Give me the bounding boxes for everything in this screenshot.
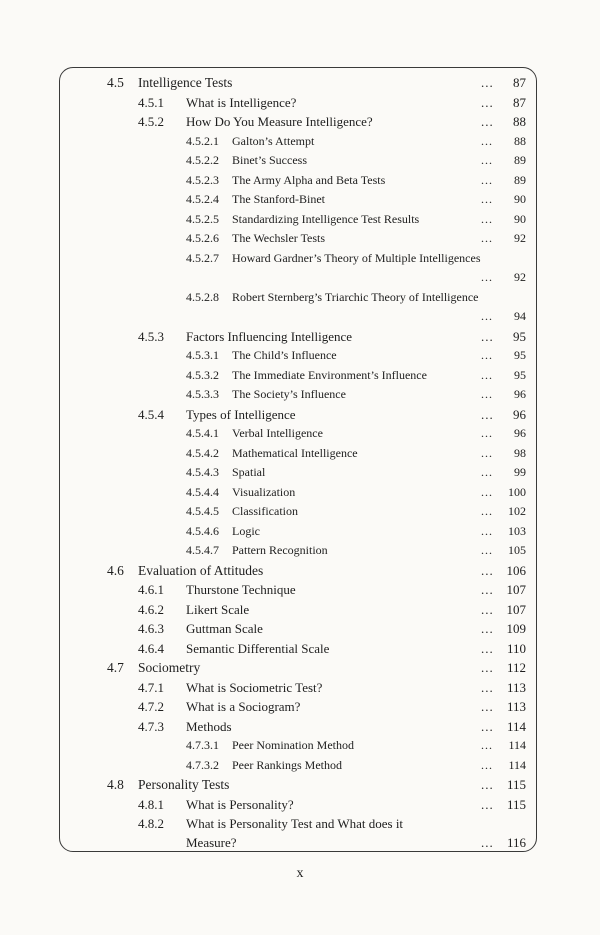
toc-leader-dots: ... bbox=[481, 640, 494, 656]
toc-entry-title: Pattern Recognition bbox=[232, 543, 328, 557]
toc-entry bbox=[0, 229, 600, 249]
toc-entry bbox=[0, 736, 600, 756]
toc-entry-page: 92 bbox=[514, 269, 526, 284]
toc-entry bbox=[0, 541, 600, 561]
toc-entry bbox=[0, 132, 600, 152]
toc-entry-page: 99 bbox=[514, 465, 526, 479]
toc-entry-title: Evaluation of Attitudes bbox=[138, 562, 264, 578]
toc-leader-dots: ... bbox=[481, 153, 493, 167]
toc-entry bbox=[0, 522, 600, 542]
toc-entry bbox=[0, 249, 600, 288]
toc-entry-title: Visualization bbox=[232, 484, 296, 499]
toc-entry-title: Likert Scale bbox=[186, 601, 250, 617]
toc-entry-number: 4.5.4.6 bbox=[186, 523, 219, 538]
toc-entry-title: The Society’s Influence bbox=[232, 387, 346, 401]
toc-entry-page: 96 bbox=[514, 387, 526, 401]
toc-leader-dots: ... bbox=[481, 387, 493, 401]
toc-entry-title: The Immediate Environment’s Influence bbox=[232, 367, 427, 382]
toc-leader-dots: ... bbox=[481, 172, 493, 187]
toc-leader-dots: ... bbox=[481, 718, 494, 734]
toc-entry bbox=[0, 405, 600, 425]
toc-entry bbox=[0, 463, 600, 483]
toc-entry-page: 90 bbox=[514, 192, 526, 206]
toc-entry-number: 4.5.3.1 bbox=[186, 348, 219, 362]
toc-entry-page: 112 bbox=[506, 660, 526, 675]
toc-entry bbox=[0, 288, 600, 327]
toc-entry bbox=[0, 775, 600, 795]
toc-entry bbox=[0, 658, 600, 678]
toc-entry-page: 95 bbox=[513, 328, 526, 344]
toc-leader-dots: ... bbox=[481, 348, 493, 362]
toc-entry-page: 95 bbox=[514, 367, 526, 382]
toc-entry bbox=[0, 619, 600, 639]
toc-entry-page: 116 bbox=[506, 835, 526, 850]
toc-entry-page: 115 bbox=[506, 796, 526, 812]
toc-entry-number: 4.7.3.1 bbox=[186, 738, 219, 752]
toc-entry-page: 106 bbox=[506, 562, 526, 578]
toc-entry-title: Binet’s Success bbox=[232, 153, 307, 167]
toc-entry-page: 105 bbox=[508, 543, 526, 557]
toc-entry-number: 4.5.4.4 bbox=[186, 484, 219, 499]
toc-entry-number: 4.5.3.2 bbox=[186, 367, 219, 382]
toc-entry bbox=[0, 639, 600, 659]
toc-entry-number: 4.5.4.7 bbox=[186, 543, 219, 557]
toc-entry-number: 4.6.4 bbox=[138, 640, 164, 656]
toc-entry-page: 110 bbox=[506, 640, 526, 656]
toc-entry bbox=[0, 73, 600, 93]
toc-leader-dots: ... bbox=[481, 562, 494, 578]
toc-leader-dots: ... bbox=[481, 679, 494, 695]
toc-entry-title: What is Intelligence? bbox=[186, 94, 297, 110]
toc-entry bbox=[0, 424, 600, 444]
toc-entry-number: 4.5.4.5 bbox=[186, 504, 219, 518]
toc-entry-title: Howard Gardner’s Theory of Multiple Intelligences bbox=[232, 250, 481, 265]
toc-entry-number: 4.5.2.2 bbox=[186, 153, 219, 167]
toc-entry-page: 103 bbox=[508, 523, 526, 538]
toc-entry bbox=[0, 580, 600, 600]
toc-leader-dots: ... bbox=[481, 269, 493, 284]
toc-entry bbox=[0, 795, 600, 815]
toc-entry-title: Galton’s Attempt bbox=[232, 133, 315, 148]
toc-entry-number: 4.6.1 bbox=[138, 582, 164, 597]
toc-leader-dots: ... bbox=[481, 621, 494, 636]
toc-entry bbox=[0, 756, 600, 776]
toc-entry-page: 102 bbox=[508, 504, 526, 518]
toc-entry-number: 4.5.4 bbox=[138, 406, 164, 422]
toc-leader-dots: ... bbox=[481, 75, 494, 90]
toc-entry-page: 98 bbox=[514, 445, 526, 460]
toc-entry-page: 114 bbox=[508, 738, 526, 752]
toc-leader-dots: ... bbox=[481, 211, 493, 226]
toc-entry-number: 4.8 bbox=[107, 777, 124, 792]
toc-entry bbox=[0, 561, 600, 581]
toc-entry-title: Mathematical Intelligence bbox=[232, 445, 358, 460]
toc-entry-number: 4.5.1 bbox=[138, 94, 164, 110]
toc-entry-title: Types of Intelligence bbox=[186, 406, 296, 422]
toc-entry-page: 113 bbox=[506, 679, 526, 695]
toc-entry-title: What is Personality? bbox=[186, 796, 294, 812]
toc-entry-page: 107 bbox=[506, 601, 526, 617]
toc-entry-page: 114 bbox=[506, 718, 526, 734]
toc-entry-number: 4.8.1 bbox=[138, 796, 164, 812]
toc-entry-number: 4.5.2.1 bbox=[186, 133, 219, 148]
toc-entry-title: Thurstone Technique bbox=[186, 582, 296, 597]
toc-leader-dots: ... bbox=[481, 777, 494, 792]
toc-entry bbox=[0, 483, 600, 503]
page-number: x bbox=[296, 866, 304, 881]
toc-leader-dots: ... bbox=[481, 796, 494, 812]
toc-entry-number: 4.5.2 bbox=[138, 114, 164, 129]
toc-entry-number: 4.7.2 bbox=[138, 699, 164, 714]
toc-entry bbox=[0, 112, 600, 132]
toc-entry bbox=[0, 346, 600, 366]
toc-entry-page: 92 bbox=[514, 231, 526, 245]
toc-leader-dots: ... bbox=[481, 699, 494, 714]
toc-leader-dots: ... bbox=[481, 465, 493, 479]
toc-entry-title: How Do You Measure Intelligence? bbox=[186, 114, 373, 129]
toc-entry-number: 4.5.2.6 bbox=[186, 231, 219, 245]
toc-leader-dots: ... bbox=[481, 426, 493, 440]
toc-entry-title: Standardizing Intelligence Test Results bbox=[232, 211, 420, 226]
toc-entry bbox=[0, 210, 600, 230]
toc-entry-page: 87 bbox=[513, 75, 526, 90]
toc-leader-dots: ... bbox=[481, 231, 493, 245]
toc-entry-page: 90 bbox=[514, 211, 526, 226]
toc-entry-page: 89 bbox=[514, 153, 526, 167]
toc-entry-title: Methods bbox=[186, 718, 232, 734]
toc-entry-number: 4.5.3 bbox=[138, 328, 164, 344]
toc-entry-number: 4.5 bbox=[107, 75, 124, 90]
toc-entry-title: Factors Influencing Intelligence bbox=[186, 328, 353, 344]
toc-leader-dots: ... bbox=[481, 738, 493, 752]
toc-entry bbox=[0, 93, 600, 113]
toc-leader-dots: ... bbox=[481, 114, 494, 129]
toc-entry-title: The Army Alpha and Beta Tests bbox=[232, 172, 386, 187]
toc-entry-number: 4.7.1 bbox=[138, 679, 164, 695]
toc-entry-title: What is Personality Test and What does it Measure? bbox=[186, 816, 404, 850]
toc-entry-number: 4.5.3.3 bbox=[186, 387, 219, 401]
toc-entry-page: 89 bbox=[514, 172, 526, 187]
toc-entry bbox=[0, 444, 600, 464]
toc-entry-number: 4.5.4.1 bbox=[186, 426, 219, 440]
toc-leader-dots: ... bbox=[481, 406, 494, 422]
toc-entry-page: 115 bbox=[506, 777, 526, 792]
toc-entry-number: 4.6.3 bbox=[138, 621, 164, 636]
toc-entry bbox=[0, 600, 600, 620]
toc-leader-dots: ... bbox=[481, 367, 493, 382]
toc-entry-number: 4.5.2.3 bbox=[186, 172, 219, 187]
toc-entry bbox=[0, 366, 600, 386]
table-of-contents bbox=[0, 73, 600, 853]
toc-entry-number: 4.5.2.7 bbox=[186, 250, 219, 265]
toc-leader-dots: ... bbox=[481, 94, 494, 110]
toc-entry bbox=[0, 502, 600, 522]
toc-entry-title: What is Sociometric Test? bbox=[186, 679, 323, 695]
toc-entry-title: Peer Nomination Method bbox=[232, 738, 354, 752]
toc-entry-title: Semantic Differential Scale bbox=[186, 640, 330, 656]
toc-entry-page: 100 bbox=[508, 484, 526, 499]
toc-entry bbox=[0, 171, 600, 191]
toc-entry-page: 96 bbox=[514, 426, 526, 440]
toc-leader-dots: ... bbox=[481, 582, 494, 597]
toc-entry-number: 4.6.2 bbox=[138, 601, 164, 617]
toc-entry-title: Guttman Scale bbox=[186, 621, 263, 636]
toc-entry-number: 4.5.2.5 bbox=[186, 211, 219, 226]
toc-entry-title: Robert Sternberg’s Triarchic Theory of Intelligence bbox=[232, 289, 479, 304]
toc-leader-dots: ... bbox=[481, 543, 493, 557]
toc-leader-dots: ... bbox=[481, 192, 493, 206]
toc-entry-title: What is a Sociogram? bbox=[186, 699, 301, 714]
toc-entry-title: Sociometry bbox=[138, 660, 201, 675]
toc-leader-dots: ... bbox=[481, 328, 494, 344]
toc-leader-dots: ... bbox=[481, 445, 493, 460]
toc-entry-page: 96 bbox=[513, 406, 526, 422]
toc-entry-number: 4.5.4.2 bbox=[186, 445, 219, 460]
toc-leader-dots: ... bbox=[481, 601, 494, 617]
toc-entry-number: 4.5.2.8 bbox=[186, 289, 219, 304]
toc-entry-page: 95 bbox=[514, 348, 526, 362]
toc-entry-page: 107 bbox=[506, 582, 526, 597]
toc-entry-page: 87 bbox=[513, 94, 526, 110]
toc-entry bbox=[0, 151, 600, 171]
toc-entry-title: The Wechsler Tests bbox=[232, 231, 326, 245]
toc-entry-number: 4.8.2 bbox=[138, 816, 164, 831]
toc-entry bbox=[0, 678, 600, 698]
toc-entry-number: 4.7 bbox=[107, 660, 124, 675]
toc-entry-number: 4.7.3.2 bbox=[186, 757, 219, 772]
toc-entry bbox=[0, 327, 600, 347]
toc-leader-dots: ... bbox=[481, 504, 493, 518]
toc-entry-page: 109 bbox=[506, 621, 526, 636]
toc-entry-title: The Stanford-Binet bbox=[232, 192, 325, 206]
toc-entry-number: 4.5.2.4 bbox=[186, 192, 219, 206]
toc-leader-dots: ... bbox=[481, 133, 493, 148]
toc-leader-dots: ... bbox=[481, 757, 493, 772]
toc-entry bbox=[0, 190, 600, 210]
toc-leader-dots: ... bbox=[481, 484, 493, 499]
toc-entry-number: 4.5.4.3 bbox=[186, 465, 219, 479]
toc-entry bbox=[0, 697, 600, 717]
toc-leader-dots: ... bbox=[481, 835, 494, 850]
toc-entry-title: Logic bbox=[232, 523, 260, 538]
toc-entry-title: Verbal Intelligence bbox=[232, 426, 323, 440]
toc-entry-page: 114 bbox=[508, 757, 526, 772]
toc-entry bbox=[0, 385, 600, 405]
toc-entry bbox=[0, 814, 600, 853]
toc-entry bbox=[0, 717, 600, 737]
toc-entry-page: 88 bbox=[513, 114, 526, 129]
toc-leader-dots: ... bbox=[481, 660, 494, 675]
toc-entry-title: Peer Rankings Method bbox=[232, 757, 342, 772]
toc-entry-page: 88 bbox=[514, 133, 526, 148]
toc-entry-title: Intelligence Tests bbox=[138, 75, 233, 90]
toc-entry-title: The Child’s Influence bbox=[232, 348, 337, 362]
toc-entry-number: 4.6 bbox=[107, 562, 124, 578]
toc-entry-title: Classification bbox=[232, 504, 298, 518]
toc-entry-number: 4.7.3 bbox=[138, 718, 164, 734]
toc-entry-title: Personality Tests bbox=[138, 777, 230, 792]
toc-entry-page: 94 bbox=[514, 308, 526, 323]
toc-leader-dots: ... bbox=[481, 308, 493, 323]
toc-entry-title: Spatial bbox=[232, 465, 266, 479]
toc-leader-dots: ... bbox=[481, 523, 493, 538]
toc-entry-page: 113 bbox=[506, 699, 526, 714]
